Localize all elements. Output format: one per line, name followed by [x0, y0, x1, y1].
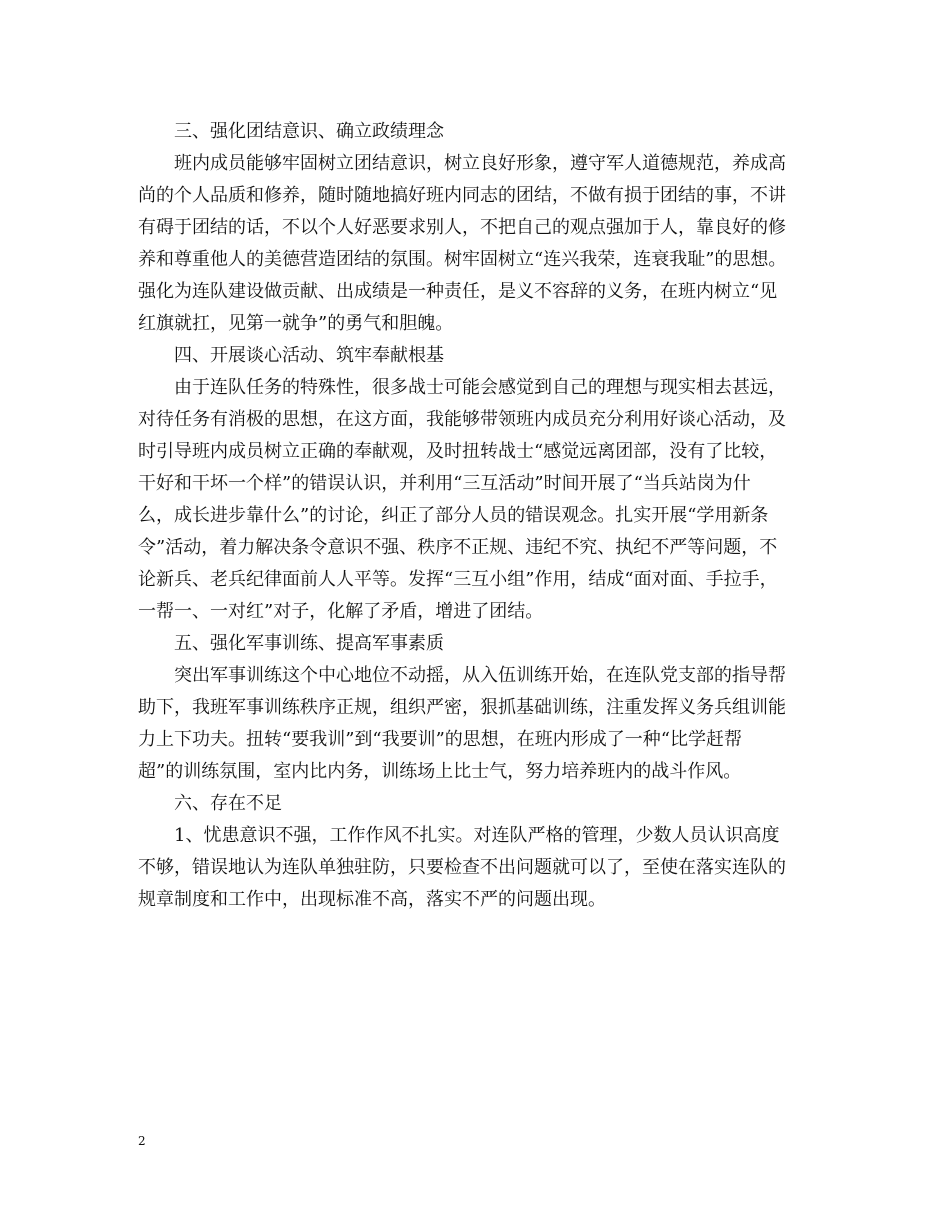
paragraph-line: 么，成长进步靠什么”的讨论，纠正了部分人员的错误观念。扎实开展“学用新条	[138, 505, 769, 526]
paragraph-line: 干好和干坏一个样”的错误认识，并利用“三互活动”时间开展了“当兵站岗为什	[138, 473, 751, 494]
paragraph-line: 突出军事训练这个中心地位不动摇，从入伍训练开始，在连队党支部的指导帮	[174, 665, 786, 686]
heading-section-4: 四、开展谈心活动、筑牢奉献根基	[174, 345, 444, 366]
paragraph-line: 由于连队任务的特殊性，很多战士可能会感觉到自己的理想与现实相去甚远，	[174, 377, 786, 398]
heading-section-6: 六、存在不足	[174, 793, 282, 814]
paragraph-line: 力上下功夫。扭转“要我训”到“我要训”的思想，在班内形成了一种“比学赶帮	[138, 729, 743, 750]
paragraph-line: 养和尊重他人的美德营造团结的氛围。树牢固树立“连兴我荣，连衰我耻”的思想。	[138, 249, 787, 270]
paragraph-line: 1、忧患意识不强，工作作风不扎实。对连队严格的管理，少数人员认识高度	[174, 825, 780, 846]
heading-section-3: 三、强化团结意识、确立政绩理念	[174, 121, 444, 142]
paragraph-line: 班内成员能够牢固树立团结意识，树立良好形象，遵守军人道德规范，养成高	[174, 153, 786, 174]
paragraph-line: 超”的训练氛围，室内比内务，训练场上比士气，努力培养班内的战斗作风。	[138, 761, 742, 782]
paragraph-line: 有碍于团结的话，不以个人好恶要求别人，不把自己的观点强加于人，靠良好的修	[138, 217, 786, 238]
paragraph-line: 对待任务有消极的思想，在这方面，我能够带领班内成员充分利用好谈心活动，及	[138, 409, 786, 430]
document-body	[138, 116, 818, 916]
paragraph-line: 论新兵、老兵纪律面前人人平等。发挥“三互小组”作用，结成“面对面、手拉手，	[138, 569, 778, 590]
paragraph-line: 令”活动，着力解决条令意识不强、秩序不正规、违纪不究、执纪不严等问题，不	[138, 537, 778, 558]
paragraph-line: 时引导班内成员树立正确的奉献观，及时扭转战士“感觉远离团部，没有了比较，	[138, 441, 778, 462]
paragraph-line: 强化为连队建设做贡献、出成绩是一种责任，是义不容辞的义务，在班内树立“见	[138, 281, 778, 302]
paragraph-line: 尚的个人品质和修养，随时随地搞好班内同志的团结，不做有损于团结的事，不讲	[138, 185, 786, 206]
paragraph-line: 助下，我班军事训练秩序正规，组织严密，狠抓基础训练，注重发挥义务兵组训能	[138, 697, 786, 718]
paragraph-line: 一帮一、一对红”对子，化解了矛盾，增进了团结。	[138, 601, 544, 622]
paragraph-line: 不够，错误地认为连队单独驻防，只要检查不出问题就可以了，至使在落实连队的	[138, 857, 786, 878]
heading-section-5: 五、强化军事训练、提高军事素质	[174, 633, 444, 654]
paragraph-line: 红旗就扛，见第一就争”的勇气和胆魄。	[138, 313, 454, 334]
paragraph-line: 规章制度和工作中，出现标准不高，落实不严的问题出现。	[138, 889, 606, 910]
page-number: 2	[138, 1134, 146, 1148]
